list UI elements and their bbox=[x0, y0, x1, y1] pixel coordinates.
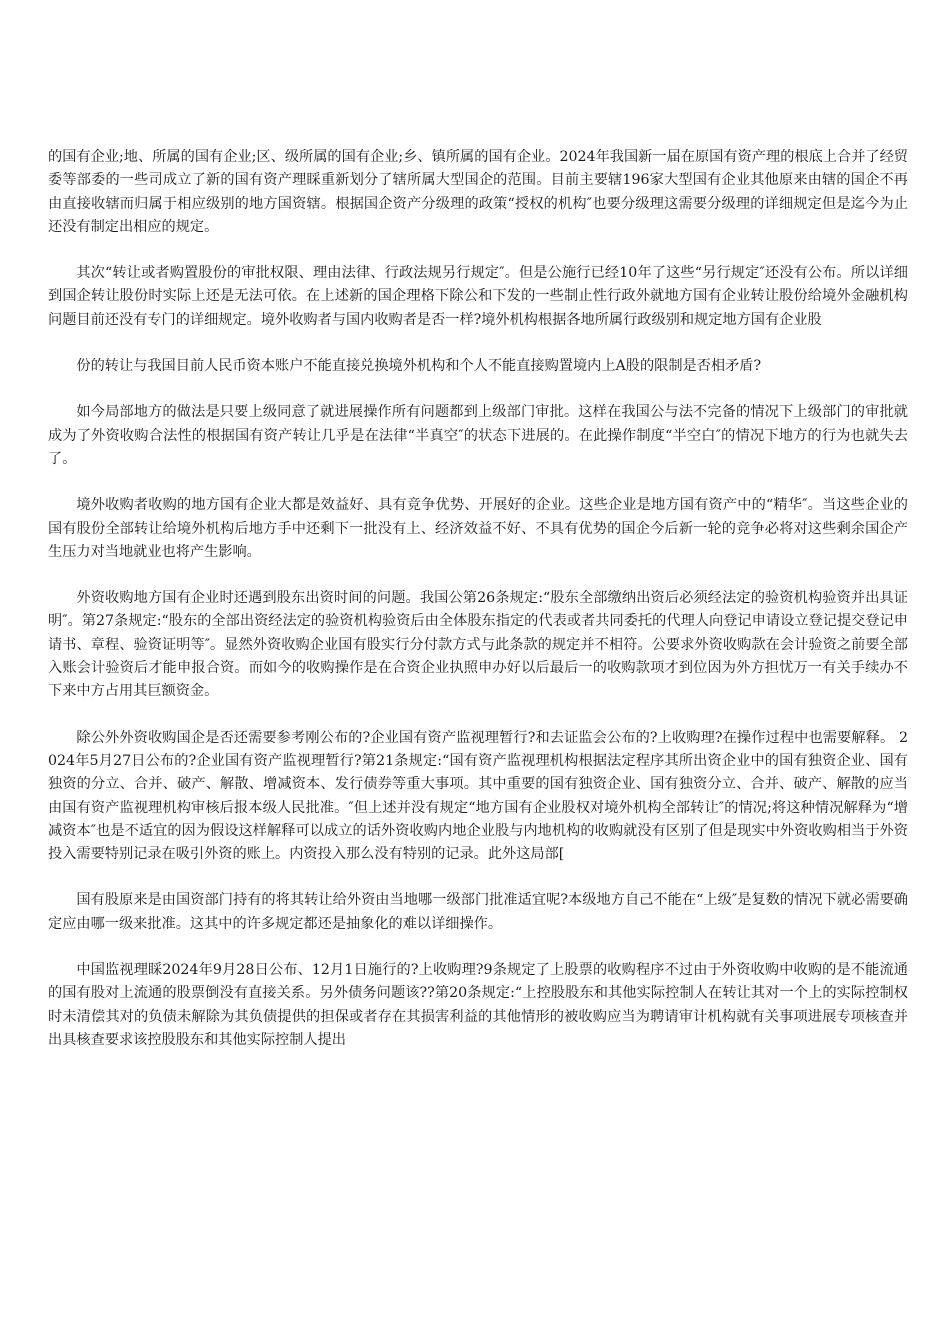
paragraph-9: 中国监视理睬2024年9月28日公布、12月1日施行的?上收购理?9条规定了上股票的收购程序不过由于外资收购中收购的是不能流通的国有股对上流通的股票倒没有直接关系。另外债务问题该??第20条规定:“上控股股东和其他实际控制人在转让其对一个上的实际控制权时未清偿其对的负债未解除为其负债提供的担保或者存在其损害利益的其他情形的被收购应当为聘请审计机构就有关事项进展专项核查并出具核查要求该控股股东和其他实际控制人提出 bbox=[48, 962, 908, 1048]
paragraph-1: 的国有企业;地、所属的国有企业;区、级所属的国有企业;乡、镇所属的国有企业。2024年我国新一届在原国有资产理的根底上合并了经贸委等部委的一些司成立了新的国有资产理睬重新划分了辖所属大型国企的范围。目前主要辖196家大型国有企业其他原来由辖的国企不再由直接收辖而归属于相应级别的地方国资辖。根据国企资产分级理的政策“授权的机构″也要分级理这需要分级理的详细规定但是迄今为止还没有制定出相应的规定。 bbox=[48, 149, 908, 235]
paragraph-2: 其次“转让或者购置股份的审批权限、理由法律、行政法规另行规定″。但是公施行已经10年了这些“另行规定″还没有公布。所以详细到国企转让股份时实际上还是无法可依。在上述新的国企理格下除公和下发的一些制止性行政外就地方国有企业转让股份给境外金融机构问题目前还没有专门的详细规定。境外收购者与国内收购者是否一样?境外机构根据各地所属行政级别和规定地方国有企业股 bbox=[48, 265, 908, 328]
paragraph-3: 份的转让与我国目前人民币资本账户不能直接兑换境外机构和个人不能直接购置境内上A股的限制是否相矛盾? bbox=[76, 358, 762, 375]
paragraph-6: 外资收购地方国有企业时还遇到股东出资时间的问题。我国公第26条规定:“股东全部缴纳出资后必须经法定的验资机构验资并出具证明″。第27条规定:“股东的全部出资经法定的验资机构验资后由全体股东指定的代表或者共同委托的代理人向登记申请设立登记提交登记申请书、章程、验资证明等″。显然外资收购企业国有股实行分付款方式与此条款的规定并不相符。公要求外资收购款在会计验资之前要全部入账会计验资后才能申报合资。而如今的收购操作是在合资企业执照申办好以后最后一的收购款项才到位因为外方担忧万一有关手续办不下来中方占用其巨额资金。 bbox=[48, 590, 908, 700]
paragraph-4: 如今局部地方的做法是只要上级同意了就进展操作所有问题都到上级部门审批。这样在我国公与法不完备的情况下上级部门的审批就成为了外资收购合法性的根据国有资产转让几乎是在法律“半真空″的状态下进展的。在此操作制度“半空白″的情况下地方的行为也就失去了。 bbox=[48, 404, 908, 467]
paragraph-8: 国有股原来是由国资部门持有的将其转让给外资由当地哪一级部门批准适宜呢?本级地方自己不能在“上级″是复数的情况下就必需要确定应由哪一级来批准。这其中的许多规定都还是抽象化的难以详细操作。 bbox=[48, 892, 908, 932]
paragraph-5: 境外收购者收购的地方国有企业大都是效益好、具有竞争优势、开展好的企业。这些企业是地方国有资产中的“精华″。当这些企业的国有股份全部转让给境外机构后地方手中还剩下一批没有上、经济效益不好、不具有优势的国企今后新一轮的竞争必将对这些剩余国企产生压力对当地就业也将产生影响。 bbox=[48, 497, 908, 560]
document-body bbox=[48, 146, 908, 1075]
paragraph-7: 除公外外资收购国企是否还需要参考刚公布的?企业国有资产监视理暂行?和去证监会公布的?上收购理?在操作过程中也需要解释。 2024年5月27日公布的?企业国有资产监视理暂行?第21条规定:“国有资产监视理机构根据法定程序其所出资企业中的国有独资企业、国有独资的分立、合并、破产、解散、增减资本、发行债券等重大事项。其中重要的国有独资企业、国有独资分立、合并、破产、解散的应当由国有资产监视理机构审核后报本级人民批准。″但上述并没有规定“地方国有企业股权对境外机构全部转让″的情况;将这种情况解释为“增减资本″也是不适宜的因为假设这样解释可以成立的话外资收购内地企业股与内地机构的收购就没有区别了但是现实中外资收购相当于外资投入需要特别记录在吸引外资的账上。内资投入那么没有特别的记录。此外这局部[ bbox=[48, 729, 908, 863]
